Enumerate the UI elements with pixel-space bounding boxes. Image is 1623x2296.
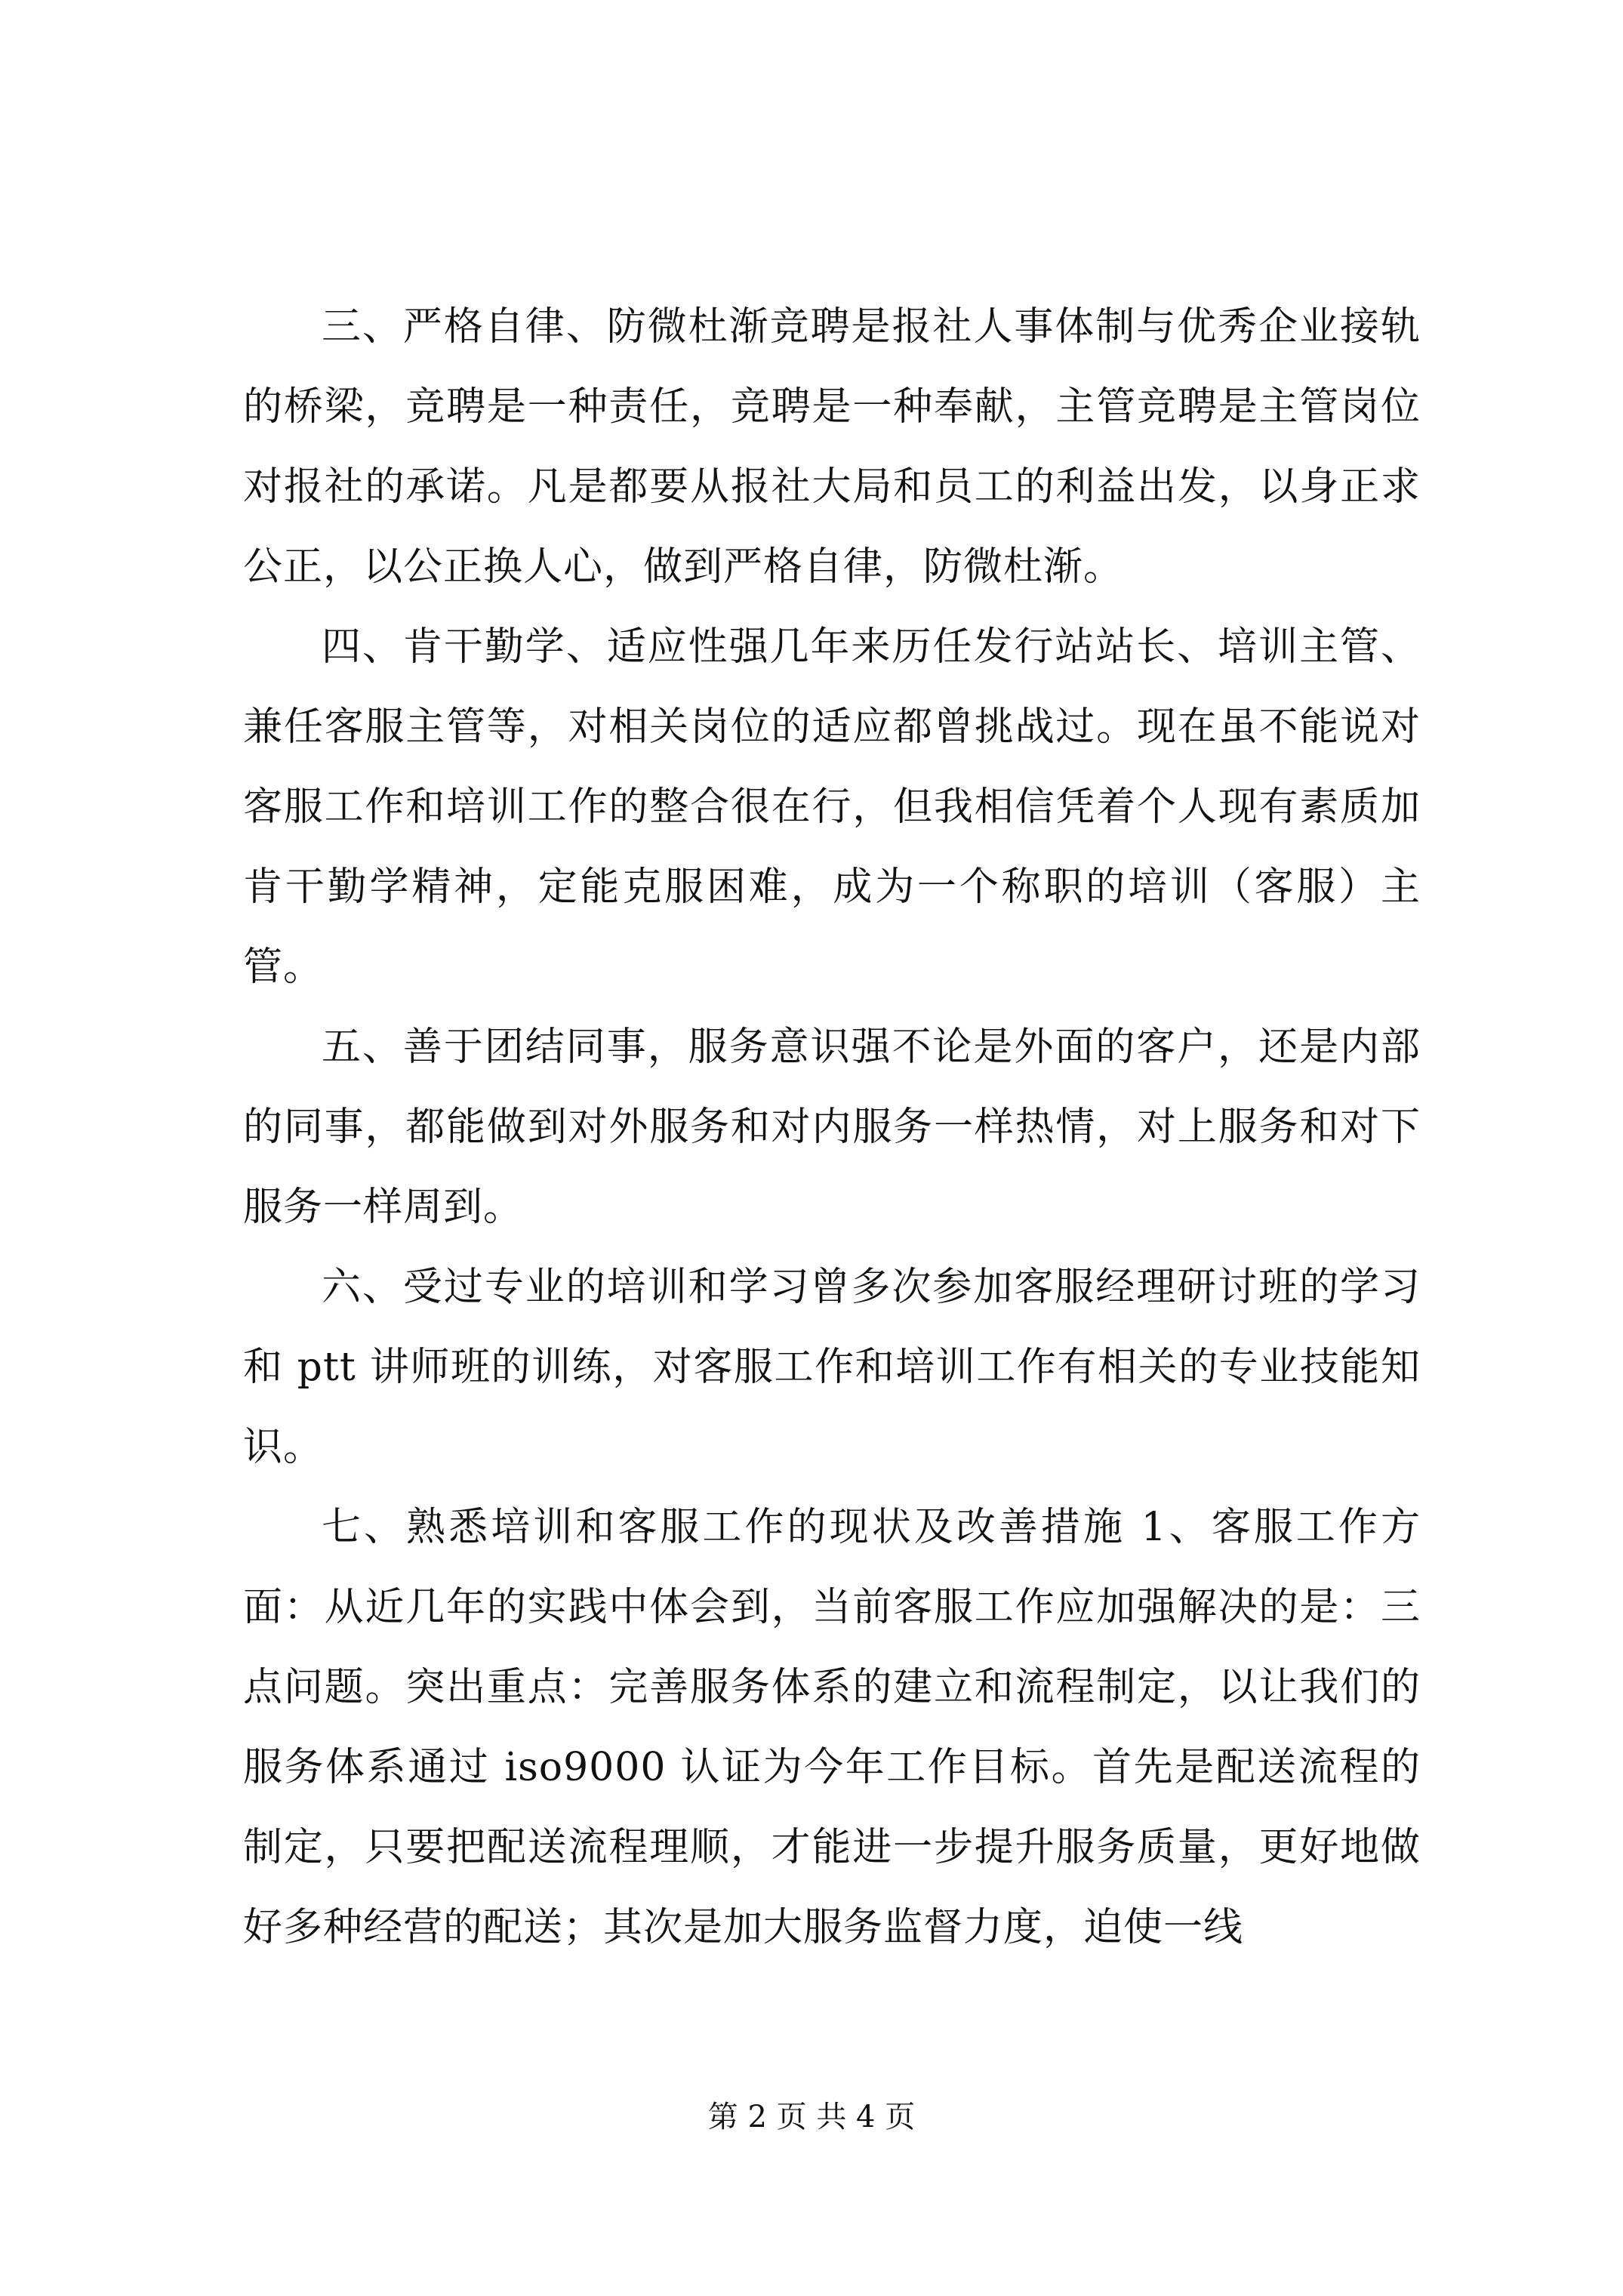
paragraph-5: 五、善于团结同事，服务意识强不论是外面的客户，还是内部的同事，都能做到对外服务和对内服务一样热情，对上服务和对下服务一样周到。 — [243, 1025, 1421, 1230]
paragraph-7: 七、熟悉培训和客服工作的现状及改善措施 1、客服工作方面：从近几年的实践中体会到，当前客服工作应加强解决的是：三点问题。突出重点：完善服务体系的建立和流程制定，以让我们的服务体系通过 iso9000 认证为今年工作目标。首先是配送流程的制定，只要把配送流程理顺，才能进一步提升服务质量，更好地做好多种经营的配送；其次是加大服务监督力度，迫使一线 — [243, 1505, 1421, 1950]
paragraph-3: 三、严格自律、防微杜渐竞聘是报社人事体制与优秀企业接轨的桥梁，竞聘是一种责任，竞聘是一种奉献，主管竞聘是主管岗位对报社的承诺。凡是都要从报社大局和员工的利益出发，以身正求公正，以公正换人心，做到严格自律，防微杜渐。 — [243, 304, 1421, 590]
paragraph-4: 四、肯干勤学、适应性强几年来历任发行站站长、培训主管、兼任客服主管等，对相关岗位的适应都曾挑战过。现在虽不能说对客服工作和培训工作的整合很在行，但我相信凭着个人现有素质加肯干勤学精神，定能克服困难，成为一个称职的培训（客服）主管。 — [243, 624, 1421, 990]
document-body — [243, 287, 1421, 1968]
page-number-footer: 第 2 页 共 4 页 — [707, 2100, 916, 2134]
paragraph-6: 六、受过专业的培训和学习曾多次参加客服经理研讨班的学习和 ptt 讲师班的训练，对客服工作和培训工作有相关的专业技能知识。 — [243, 1265, 1421, 1470]
